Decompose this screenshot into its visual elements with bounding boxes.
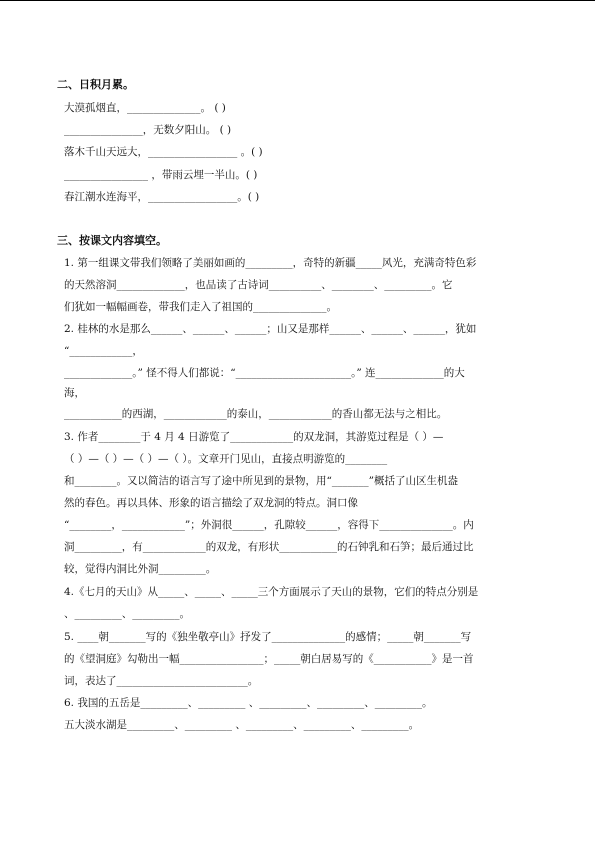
poem-line-3: 落木千山天远大，_________________ 。( ) [64,146,263,158]
page-top-border [0,0,595,1]
poem-line-5: 春江潮水连海平，_________________。( ) [64,191,260,203]
section-3-heading: 三、按课文内容填空。 [57,234,167,247]
fill-line-16: 4.《七月的天山》从_____、_____、_____三个方面展示了天山的景物，它们的特点分别是 [64,586,479,598]
fill-line-14: 洞_________，有____________的双龙，有形状___________的石钟乳和石笋；最后通过比 [64,541,474,553]
fill-line-3: 们犹如一幅幅画卷，带我们走入了祖国的______________。 [64,301,337,313]
fill-line-11: 和________。又以简洁的语言写了途中所见到的景物，用“_______”概括了山区生机盎 [64,475,458,487]
poem-line-2: _______________，无数夕阳山。 ( ) [64,124,232,136]
poem-line-4: ________________ ，带雨云埋一半山。( ) [64,169,258,181]
poem-line-1: 大漠孤烟直，______________。 ( ) [64,102,226,114]
fill-line-9: 3. 作者________于 4 月 4 日游览了____________的双龙洞，其游览过程是（ ）— [64,431,444,443]
fill-line-20: 词，表达了_________________________。 [64,675,259,687]
fill-line-21: 6. 我国的五岳是_________、_________ 、_________、_________、_________。 [64,697,433,709]
fill-line-4: 2. 桂林的水是那么______、______、______；山又是那样______、______、______，犹如 [64,323,477,335]
fill-line-15: 较，觉得内洞比外洞_________。 [64,563,217,575]
fill-line-13: “________，____________”；外洞很______，孔隙较______，容得下______________。内 [64,519,474,531]
fill-line-19: 的《望洞庭》勾勒出一幅________________；_____朝白居易写的《___________》是一首 [64,653,474,665]
fill-line-6: _____________。” 怪不得人们都说：“______________________。” 连_____________的大 [64,367,465,379]
fill-line-2: 的天然溶洞_____________，也品读了古诗词__________、________、_________。它 [64,279,453,291]
fill-line-22: 五大淡水湖是_________、_________ 、_________、_________、_________。 [64,719,420,731]
fill-line-7: 海， [64,387,85,399]
fill-line-12: 然的春色。再以具体、形象的语言描绘了双龙洞的特点。洞口像 [64,497,358,509]
fill-line-5: “____________， [64,345,143,357]
fill-line-1: 1. 第一组课文带我们领略了美丽如画的_________，奇特的新疆_____风光，充满奇特色彩 [64,257,477,269]
fill-line-17: 、_________、_________。 [64,608,190,620]
fill-line-10: （ ）—（ ）—（ ）—（ ）。文章开门见山，直接点明游览的________ [64,453,388,465]
fill-line-8: ___________的西湖，____________的泰山，____________的香山都无法与之相比。 [64,408,448,420]
section-2-heading: 二、日积月累。 [57,78,134,91]
fill-line-18: 5. ____朝_______写的《独坐敬亭山》抒发了______________的感情；_____朝_______写 [64,631,472,643]
